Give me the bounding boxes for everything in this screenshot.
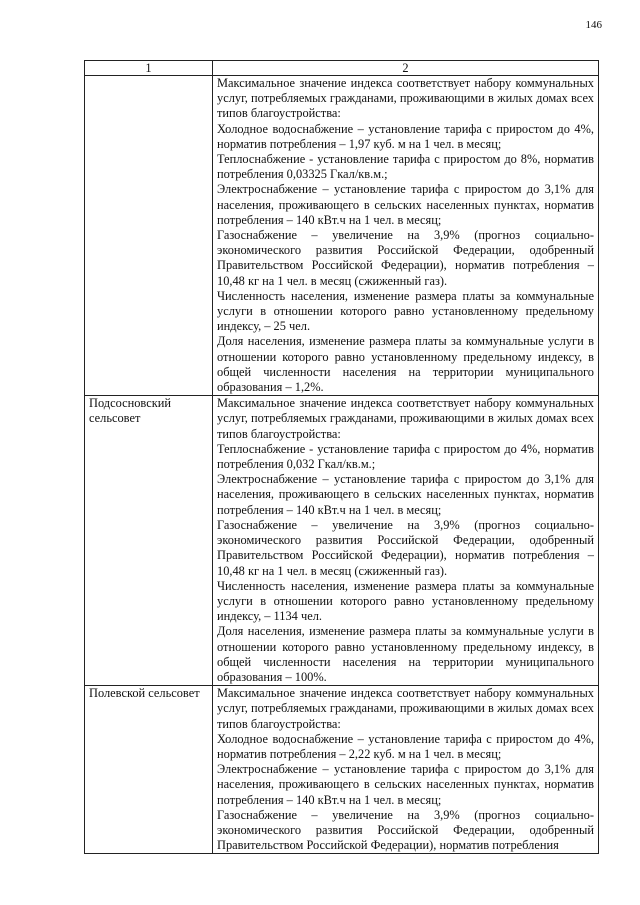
table-header-row [85, 61, 599, 76]
column-header-1: 1 [85, 61, 213, 76]
document-table [84, 60, 599, 854]
description-paragraph: Теплоснабжение - установление тарифа с приростом до 8%, норматив потребления 0,03325 Гкал/кв.м.; [217, 152, 594, 182]
table-row [85, 686, 599, 854]
description-paragraph: Электроснабжение – установление тарифа с приростом до 3,1% для населения, проживающего в сельских населенных пунктах, норматив потребления – 140 кВт.ч на 1 чел. в месяц; [217, 762, 594, 807]
description-paragraph: Численность населения, изменение размера платы за коммунальные услуги в отношении которого равно установленному предельному индексу, – 25 чел. [217, 288, 594, 334]
column-header-2: 2 [213, 61, 599, 76]
description-paragraph: Максимальное значение индекса соответствует набору коммунальных услуг, потребляемых гражданами, проживающими в жилых домах всех типов благоустройства: [217, 686, 594, 731]
table-body [85, 76, 599, 854]
description-paragraph: Газоснабжение – увеличение на 3,9% (прогноз социально-экономического развития Российской Федерации, одобренный Правительством Российской Федерации), норматив потребления – 10,48 кг на 1 чел. в месяц (сжиженный газ). [217, 517, 594, 578]
page-number: 146 [585, 19, 602, 31]
municipality-name [85, 76, 213, 396]
description-paragraph: Доля населения, изменение размера платы за коммунальные услуги в отношении которого равно установленному предельному индексу, в общей численности населения на территории муниципального образования – 100%. [217, 624, 594, 684]
municipality-description [213, 686, 599, 854]
municipality-name: Полевской сельсовет [85, 686, 213, 854]
description-paragraph: Электроснабжение – установление тарифа с приростом до 3,1% для населения, проживающего в сельских населенных пунктах, норматив потребления – 140 кВт.ч на 1 чел. в месяц; [217, 182, 594, 227]
description-paragraph: Доля населения, изменение размера платы за коммунальные услуги в отношении которого равно установленному предельному индексу, в общей численности населения на территории муниципального образования – 1,2%. [217, 334, 594, 395]
description-paragraph: Численность населения, изменение размера платы за коммунальные услуги в отношении которого равно установленному предельному индексу, – 1134 чел. [217, 578, 594, 624]
municipality-description [213, 76, 599, 396]
table-row [85, 76, 599, 396]
description-paragraph: Холодное водоснабжение – установление тарифа с приростом до 4%, норматив потребления – 2,22 куб. м на 1 чел. в месяц; [217, 731, 594, 761]
description-paragraph: Газоснабжение – увеличение на 3,9% (прогноз социально-экономического развития Российской Федерации, одобренный Правительством Российской Федерации), норматив потребления [217, 807, 594, 853]
description-paragraph: Максимальное значение индекса соответствует набору коммунальных услуг, потребляемых гражданами, проживающими в жилых домах всех типов благоустройства: [217, 396, 594, 441]
description-paragraph: Теплоснабжение - установление тарифа с приростом до 4%, норматив потребления 0,032 Гкал/кв.м.; [217, 441, 594, 472]
description-paragraph: Максимальное значение индекса соответствует набору коммунальных услуг, потребляемых гражданами, проживающими в жилых домах всех типов благоустройства: [217, 76, 594, 121]
municipality-description [213, 396, 599, 686]
description-paragraph: Электроснабжение – установление тарифа с приростом до 3,1% для населения, проживающего в сельских населенных пунктах, норматив потребления – 140 кВт.ч на 1 чел. в месяц; [217, 472, 594, 517]
table-row [85, 396, 599, 686]
description-paragraph: Газоснабжение – увеличение на 3,9% (прогноз социально-экономического развития Российской Федерации, одобренный Правительством Российской Федерации), норматив потребления – 10,48 кг на 1 чел. в месяц (сжиженный газ). [217, 228, 594, 288]
description-paragraph: Холодное водоснабжение – установление тарифа с приростом до 4%, норматив потребления – 1,97 куб. м на 1 чел. в месяц; [217, 121, 594, 151]
municipality-name: Подсосновский сельсовет [85, 396, 213, 686]
